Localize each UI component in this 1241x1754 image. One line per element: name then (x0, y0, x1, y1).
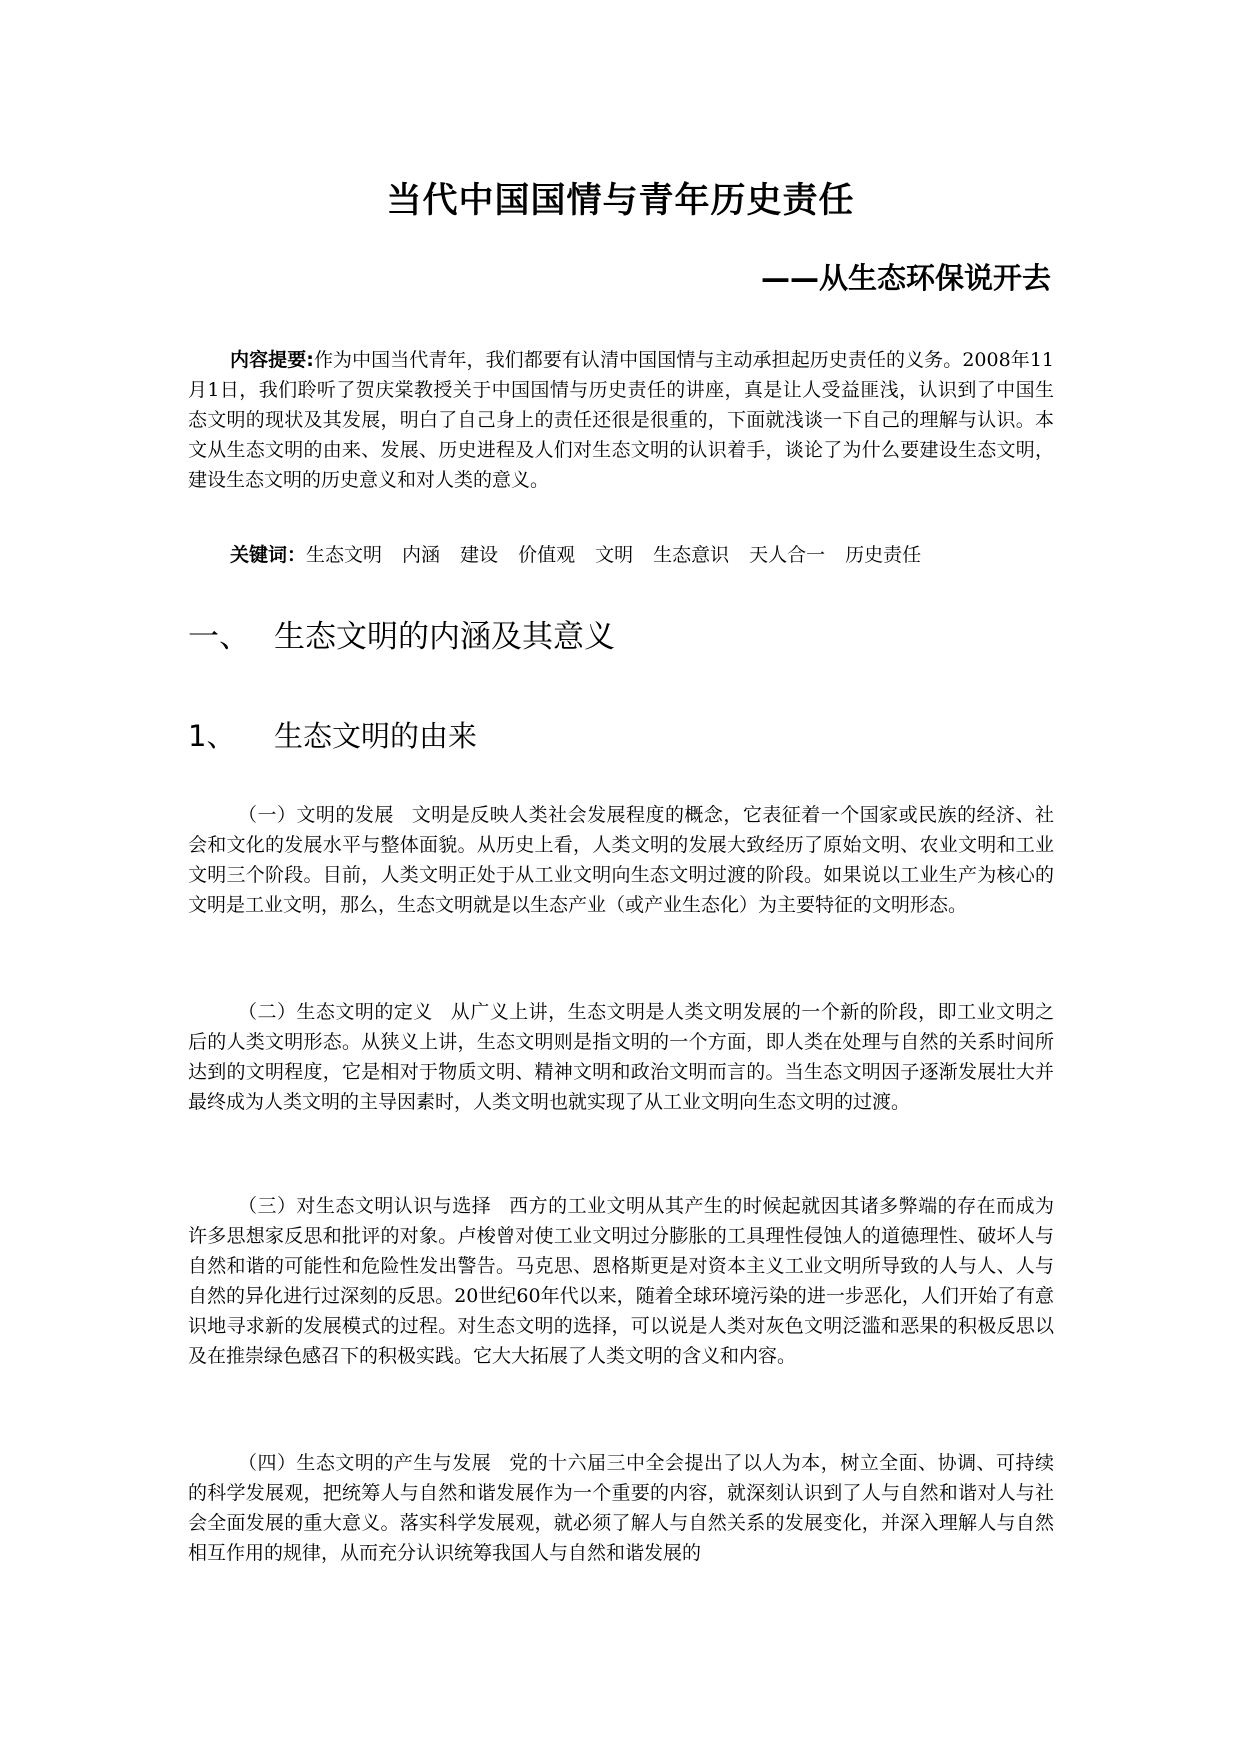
keyword-item: 文明 (595, 544, 634, 566)
abstract-paragraph (188, 345, 1054, 495)
paragraph-text: 党的十六届三中全会提出了以人为本，树立全面、协调、可持续的科学发展观，把统筹人与自然和谐发展作为一个重要的内容，就深刻认识到了人与自然和谐对人与社会全面发展的重大意义。落实科学发展观，就必须了解人与自然关系的发展变化，并深入理解人与自然相互作用的规律，从而充分认识统筹我国人与自然和谐发展的 (188, 1452, 1054, 1564)
body-paragraph (188, 1448, 1054, 1568)
paragraph-text: 文明是反映人类社会发展程度的概念，它表征着一个国家或民族的经济、社会和文化的发展水平与整体面貌。从历史上看，人类文明的发展大致经历了原始文明、农业文明和工业文明三个阶段。目前，人类文明正处于从工业文明向生态文明过渡的阶段。如果说以工业生产为核心的文明是工业文明，那么，生态文明就是以生态产业（或产业生态化）为主要特征的文明形态。 (188, 804, 1054, 916)
keyword-item: 历史责任 (845, 544, 922, 566)
keywords-label: 关键词： (230, 544, 307, 566)
keyword-item: 生态文明 (306, 544, 383, 566)
keyword-item: 建设 (460, 544, 499, 566)
section-heading (188, 616, 615, 658)
keyword-item: 内涵 (402, 544, 441, 566)
abstract-label: 内容提要: (230, 349, 314, 371)
subsection-number: 1、 (188, 719, 236, 753)
keyword-item: 生态意识 (653, 544, 730, 566)
body-paragraph (188, 997, 1054, 1117)
body-paragraph (188, 1191, 1054, 1371)
paragraph-label: （二）生态文明的定义 (238, 1001, 433, 1023)
paragraph-text: 从广义上讲，生态文明是人类文明发展的一个新的阶段，即工业文明之后的人类文明形态。从狭义上讲，生态文明则是指文明的一个方面，即人类在处理与自然的关系时间所达到的文明程度，它是相对于物质文明、精神文明和政治文明而言的。当生态文明因子逐渐发展壮大并最终成为人类文明的主导因素时，人类文明也就实现了从工业文明向生态文明的过渡。 (188, 1001, 1054, 1113)
keywords-line (230, 540, 1060, 570)
body-paragraph (188, 800, 1054, 920)
section-title: 生态文明的内涵及其意义 (274, 619, 615, 655)
subsection-heading (188, 716, 477, 756)
paragraph-label: （一）文明的发展 (238, 804, 394, 826)
subsection-title: 生态文明的由来 (274, 719, 478, 753)
abstract-text: 作为中国当代青年，我们都要有认清中国国情与主动承担起历史责任的义务。2008年11月1日，我们聆听了贺庆棠教授关于中国国情与历史责任的讲座，真是让人受益匪浅，认识到了中国生态文明的现状及其发展，明白了自己身上的责任还很是很重的，下面就浅谈一下自己的理解与认识。本文从生态文明的由来、发展、历史进程及人们对生态文明的认识着手，谈论了为什么要建设生态文明，建设生态文明的历史意义和对人类的意义。 (188, 349, 1054, 491)
keyword-item: 价值观 (518, 544, 576, 566)
paragraph-label: （四）生态文明的产生与发展 (238, 1452, 492, 1474)
paragraph-text: 西方的工业文明从其产生的时候起就因其诸多弊端的存在而成为许多思想家反思和批评的对象。卢梭曾对使工业文明过分膨胀的工具理性侵蚀人的道德理性、破坏人与自然和谐的可能性和危险性发出警告。马克思、恩格斯更是对资本主义工业文明所导致的人与人、人与自然的异化进行过深刻的反思。20世纪60年代以来，随着全球环境污染的进一步恶化，人们开始了有意识地寻求新的发展模式的过程。对生态文明的选择，可以说是人类对灰色文明泛滥和恶果的积极反思以及在推崇绿色感召下的积极实践。它大大拓展了人类文明的含义和内容。 (188, 1195, 1054, 1367)
section-number: 一、 (188, 619, 250, 655)
document-subtitle: ——从生态环保说开去 (760, 261, 1051, 295)
keyword-item: 天人合一 (749, 544, 826, 566)
document-title: 当代中国国情与青年历史责任 (386, 181, 855, 221)
paragraph-label: （三）对生态文明认识与选择 (238, 1195, 492, 1217)
